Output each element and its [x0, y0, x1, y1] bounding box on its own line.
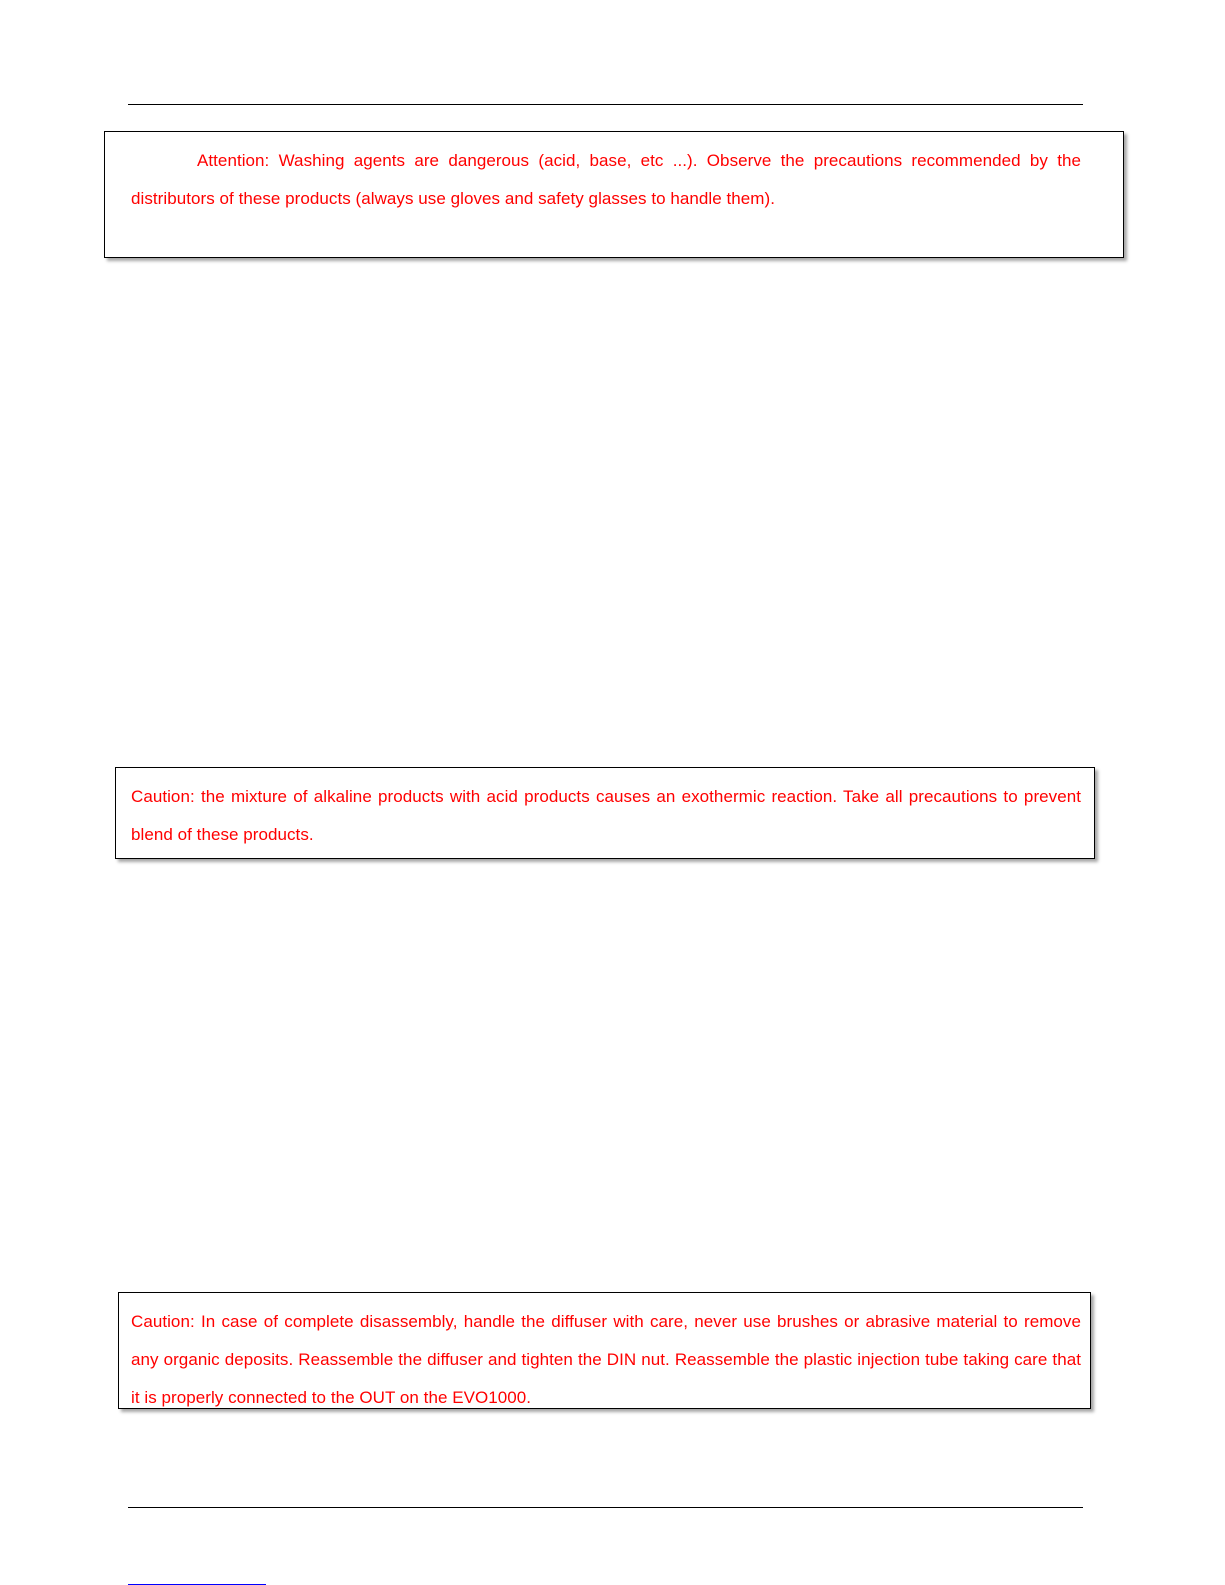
- mixture-caution-box: [115, 767, 1095, 859]
- footer-rule: [128, 1507, 1083, 1508]
- disassembly-caution-text: Caution: In case of complete disassembly, handle the diffuser with care, never use brushes or abrasive material to remove any organic deposits. Reassemble the diffuser and tighten the DIN nut. Reassemble the plastic injection tube taking care that it is properly connected to the OUT on the EVO1000.: [131, 1312, 1081, 1407]
- washing-agents-warning-box: [104, 131, 1124, 258]
- header-rule: [128, 104, 1083, 105]
- washing-agents-warning-text: Attention: Washing agents are dangerous (acid, base, etc ...). Observe the precautions recommended by the distributors of these products (always use gloves and safety glasses to handle them).: [131, 151, 1081, 208]
- mixture-caution-text: Caution: the mixture of alkaline products with acid products causes an exothermic reaction. Take all precautions to prevent blend of these products.: [131, 787, 1081, 844]
- disassembly-caution-box: [118, 1292, 1091, 1409]
